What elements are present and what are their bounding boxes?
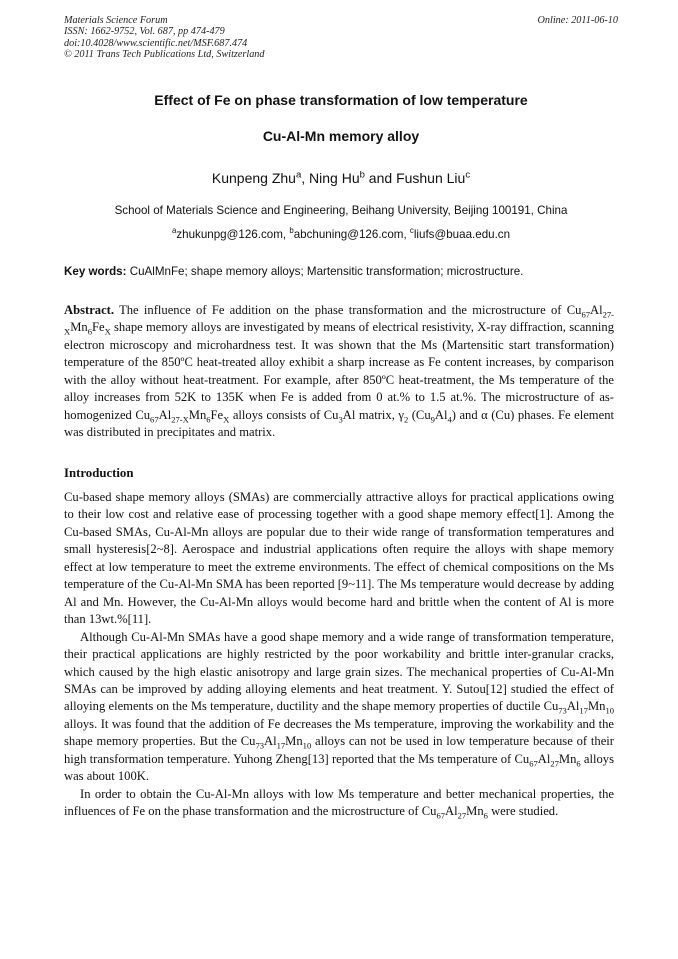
alloy-formula [514,751,581,769]
paragraph-text: alloys can not be used in low temperature because of their high transformation temperature. Yuhong Zheng[13] reported that the Ms temperature of [64,734,614,766]
author-separator: and [364,170,397,186]
author-affil-mark: a [295,169,302,181]
author-affil-mark: b [359,169,365,181]
formula-element: Al [566,699,580,714]
formula-element: Cu [543,699,559,714]
alloy-formula [421,804,488,821]
online-date: Online: 2011-06-10 [537,15,618,26]
author-affil-mark: c [465,169,471,181]
keywords-text: CuAlMnFe; shape memory alloys; Martensitic transformation; microstructure. [126,265,524,278]
affiliation: School of Materials Science and Engineering, Beihang University, Beijing 100191, China [114,204,568,217]
paragraph-text: alloys. It was found that the addition of Fe decreases the Ms temperature, improving the workability and the shape memory properties. But the [64,716,614,749]
author-name: Kunpeng Zhu [211,170,296,186]
email-separator: , [282,228,290,241]
author-name: Fushun Liu [396,170,466,186]
paper-title-line-2: Cu-Al-Mn memory alloy [262,128,420,144]
formula-subscript: 10 [605,705,614,716]
formula-element: Cu [135,407,151,422]
formula-element: Fe [210,407,224,422]
formula-subscript: 3 [338,414,343,425]
formula-subscript: X [104,326,111,337]
email-address: zhukunpg@126.com [176,228,283,241]
alloy-formula [240,734,312,751]
issn-line: ISSN: 1662-9752, Vol. 687, pp 474-479 [64,26,225,38]
abstract-text: matrix, γ [355,407,404,422]
email-list [64,228,618,241]
keywords-label: Key words: [64,265,127,278]
email-address: liufs@buaa.edu.cn [413,228,511,241]
formula-subscript: 9 [430,414,435,425]
formula-subscript: 6 [483,810,488,821]
phase-formula [323,407,356,425]
paragraph-text: In order to obtain the Cu-Al-Mn alloys with low Ms temperature and better mechanical properties, the influences of Fe on the phase transformation and the microstructure of [64,786,614,819]
abstract-label: Abstract. [64,303,115,317]
formula-subscript: 17 [276,740,286,751]
abstract-text: alloys consists of [229,407,324,422]
formula-element: Al [158,407,172,422]
intro-paragraph-1: Cu-based shape memory alloys (SMAs) are commercially attractive alloys for practical applications owing to their low cost and relative ease of processing together with a good shape memory effect[1]. Among the Cu-based SMAs, Cu-Al-Mn alloys are popular due to their wide range of transformation temperatures and small hysteresis[2~8]. Aerospace and industrial applications often require the alloys with shape memory effect at low temperature to meet the extreme environments. The effect of chemical compositions on the Ms temperature of the Cu-Al-Mn SMA has been reported [9~11]. The Ms temperature would decrease by adding Al and Mn. However, the Cu-Al-Mn alloys would become hard and brittle when the content of Al is more than 13wt.%[11]. [64,490,614,627]
formula-element: Cu [566,303,582,317]
formula-subscript: 67 [529,758,538,769]
formula-element: Cu [514,751,530,766]
formula-subscript: 67 [150,414,159,425]
formula-element: Mn [587,699,606,714]
formula-subscript: 67 [436,810,446,821]
doi-line: doi:10.4028/www.scientific.net/MSF.687.474 [64,37,248,49]
keywords [64,265,618,278]
formula-element: Mn [466,804,484,819]
abstract-text: ) and α (Cu) phases. Fe element was distributed in precipitates and matrix. [64,407,614,440]
formula-element: Al [445,804,458,819]
email-mark: c [409,226,414,236]
formula-subscript: 10 [302,740,312,751]
journal-header [64,15,618,61]
formula-element: Cu [323,407,339,422]
formula-subscript: 4 [447,414,452,425]
formula-element: Al [537,751,551,766]
paragraph-text: Although Cu-Al-Mn SMAs have a good shape memory and a wide range of transformation temperature, their practical applications are highly restricted by the poor workability and brittle inter-granular cracks, which caused by the high elastic anisotropy and large grain sizes. The mechanical properties of Cu-Al-Mn SMAs can be improved by adding alloying elements and heat treatment. Y. Sutou[12] studied the effect of alloying elements on the Ms temperature, ductility and the shape memory properties of ductile [64,629,614,714]
formula-element: Al [264,734,277,749]
email-separator: , [403,228,410,241]
formula-element: Mn [285,734,303,749]
email-mark: a [171,226,177,236]
formula-element: Fe [91,320,105,335]
formula-subscript: 6 [87,326,92,337]
journal-name: Materials Science Forum [64,15,168,26]
alloy-formula [135,407,230,425]
formula-subscript: 67 [581,309,590,320]
alloy-formula [543,699,614,716]
formula-subscript: 27 [457,810,467,821]
abstract-text: The influence of Fe addition on the phase transformation and the microstructure of [114,303,567,317]
formula-element: Cu [421,804,437,819]
formula-element: Al [342,407,356,422]
abstract-text: shape memory alloys are investigated by means of electrical resistivity, X-ray diffraction, scanning electron microscopy and microhardness test. It was shown that the Ms (Martensitic start transformation) temperature of the 850ºC heat-treated alloy exhibit a sharp increase as Fe content increases, by comparison with the alloy without heat-treatment. For example, after 850ºC heat-treatment, the Ms temperature of the alloy increases from 52K to 135K when Fe is added from 0 at.% to 1.5 at.%. The microstructure of as-homogenized [64,320,614,422]
formula-element: Mn [188,407,207,422]
formula-subscript: 73 [558,705,567,716]
abstract-paragraph [64,302,614,442]
formula-element: Mn [558,751,577,766]
author-separator: , [301,170,310,186]
paper-title-line-1: Effect of Fe on phase transformation of low temperature [154,92,528,108]
formula-subscript: 6 [576,758,581,769]
author-name: Ning Hu [309,170,360,186]
copyright-line: © 2011 Trans Tech Publications Ltd, Switzerland [64,49,265,61]
formula-subscript: 6 [206,414,211,425]
formula-element: Cu [240,734,256,749]
intro-paragraph-2 [64,629,614,786]
formula-subscript: 73 [255,740,265,751]
formula-element: Al [590,303,603,317]
formula-subscript: 27-X [64,309,614,337]
formula-subscript: 17 [579,705,588,716]
abstract-text: (Cu [408,407,431,422]
intro-paragraph-3 [64,786,614,821]
formula-element: Mn [70,320,88,335]
paragraph-text: were studied. [487,804,559,819]
formula-subscript: 27 [550,758,559,769]
abstract [64,302,614,442]
section-heading-introduction: Introduction [64,466,134,480]
formula-subscript: 2 [403,414,409,425]
abstract-text: Al [434,407,448,422]
formula-subscript: X [223,414,230,425]
email-address: abchuning@126.com [293,228,404,241]
author-list [64,170,618,186]
paragraph-text: alloys was about 100K. [64,751,614,784]
email-mark: b [289,226,294,236]
introduction-body [64,489,614,821]
formula-subscript: 27-X [171,414,189,425]
